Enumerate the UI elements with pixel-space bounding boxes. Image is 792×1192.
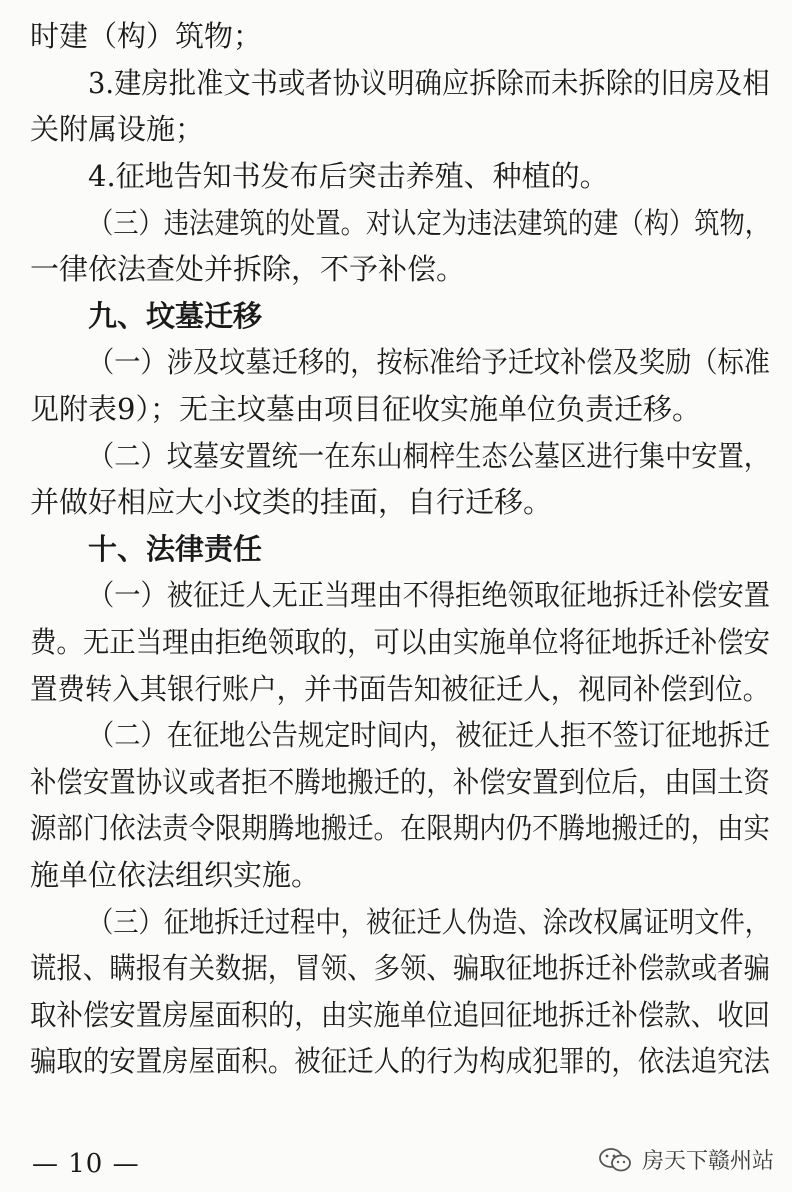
text-line (0, 106, 792, 152)
section-heading (0, 526, 792, 572)
line-text: （一）被征迁人无正当理由不得拒绝领取征地拆迁补偿安置 (88, 578, 771, 612)
text-line (0, 992, 792, 1038)
text-line (0, 759, 792, 805)
line-text: 源部门依法责令限期腾地搬迁。在限期内仍不腾地搬迁的，由实 (30, 811, 770, 845)
line-text: 3.建房批准文书或者协议明确应拆除而未拆除的旧房及相 (88, 66, 770, 100)
line-text: 补偿安置协议或者拒不腾地搬迁的，补偿安置到位后，由国土资 (30, 765, 770, 799)
line-text: （一）涉及坟墓迁移的，按标准给予迁坟补偿及奖励（标准 (88, 345, 771, 379)
page-number: — 10 — (32, 1149, 140, 1179)
wechat-icon (598, 1147, 634, 1173)
line-text: 施单位依法组织实施。 (30, 858, 321, 892)
text-line (0, 479, 792, 525)
line-text: 见附表9）；无主坟墓由项目征收实施单位负责迁移。 (30, 392, 701, 426)
line-text: 置费转入其银行账户，并书面告知被征迁人，视同补偿到位。 (30, 672, 771, 706)
text-line (0, 1038, 792, 1084)
line-text: 谎报、瞒报有关数据，冒领、多领、骗取征地拆迁补偿款或者骗 (30, 951, 770, 985)
text-line (0, 153, 792, 199)
text-line (0, 572, 792, 618)
text-line (0, 386, 792, 432)
line-text: 费。无正当理由拒绝领取的，可以由实施单位将征地拆迁补偿安 (30, 625, 770, 659)
line-text: 4.征地告知书发布后突击养殖、种植的。 (88, 159, 609, 193)
text-line (0, 200, 792, 246)
line-text: 并做好相应大小坟类的挂面，自行迁移。 (30, 485, 553, 519)
line-text: 骗取的安置房屋面积。被征迁人的行为构成犯罪的，依法追究法 (30, 1044, 770, 1078)
line-text: （三）征地拆迁过程中，被征迁人伪造、涂改权属证明文件， (88, 905, 771, 939)
line-text: 取补偿安置房屋面积的，由实施单位追回征地拆迁补偿款、收回 (30, 998, 770, 1032)
section-heading (0, 293, 792, 339)
text-line (0, 666, 792, 712)
text-line (0, 852, 792, 898)
line-text: （二）坟墓安置统一在东山桐梓生态公墓区进行集中安置， (88, 439, 771, 473)
line-text: 时建（构）筑物； (30, 19, 263, 53)
text-line (0, 945, 792, 991)
heading-text: 十、法律责任 (88, 532, 263, 566)
text-line (0, 899, 792, 945)
text-line (0, 433, 792, 479)
line-text: （三）违法建筑的处置。对认定为违法建筑的建（构）筑物， (88, 206, 771, 240)
watermark-text: 房天下赣州站 (641, 1149, 774, 1174)
text-line (0, 60, 792, 106)
text-line (0, 339, 792, 385)
heading-text: 九、坟墓迁移 (88, 299, 263, 333)
line-text: 关附属设施； (30, 112, 205, 146)
text-line (0, 805, 792, 851)
text-line (0, 619, 792, 665)
line-text: 一律依法查处并拆除，不予补偿。 (30, 252, 466, 286)
text-line (0, 712, 792, 758)
text-line (0, 246, 792, 292)
line-text: （二）在征地公告规定时间内，被征迁人拒不签订征地拆迁 (88, 718, 771, 752)
watermark (598, 1144, 774, 1175)
text-line (0, 13, 792, 59)
